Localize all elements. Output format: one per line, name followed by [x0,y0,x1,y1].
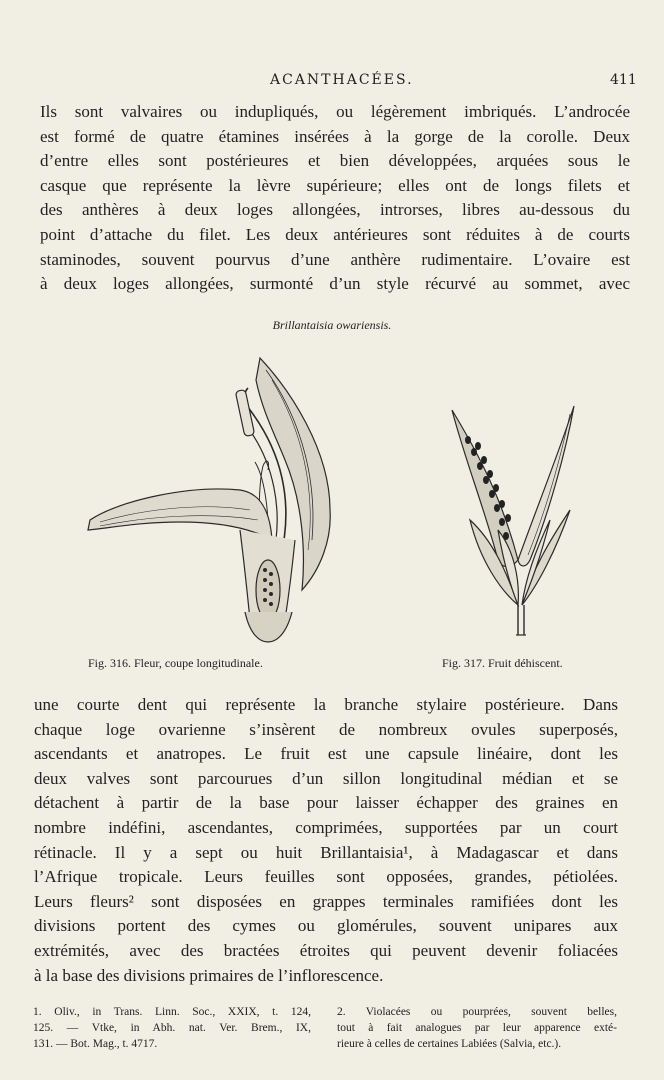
footnote-1 [33,1004,311,1052]
running-head-title: ACANTHACÉES. [270,72,414,88]
text-line: d’entre elles sont postérieures et bien développées, arquées sous le [40,151,630,171]
text-line: rétinacle. Il y a sept ou huit Brillantaisia¹, à Madagascar et dans [34,842,618,862]
text-line: des anthères à deux loges allongées, introrses, libres au-dessous du [40,200,630,220]
figure-caption-316: Fig. 316. Fleur, coupe longitudinale. [88,656,263,670]
footnote-line: 131. — Bot. Mag., t. 4717. [33,1038,158,1050]
footnote-line: 2. Violacées ou pourprées, souvent belles, [337,1006,617,1018]
text-line: chaque loge ovarienne s’insèrent de nombreux ovules superposés, [34,719,618,739]
text-line: une courte dent qui représente la branche stylaire postérieure. Dans [34,695,618,714]
plate-title: Brillantaisia owariensis. [272,318,392,332]
text-line: extrémités, avec des bractées étroites qui peuvent devenir foliacées [34,940,618,960]
text-line: l’Afrique tropicale. Leurs feuilles sont opposées, grandes, pétiolées. [34,867,618,887]
paragraph-1 [40,100,630,297]
text-line: point d’attache du filet. Les deux antérieures sont réduites à de courts [40,224,630,244]
text-line: ascendants et anatropes. Le fruit est une capsule linéaire, dont les [34,744,618,764]
fruit-illustration [440,400,590,650]
text-line: détachent à partir de la base pour laisser échapper des graines en [34,793,618,813]
footnote-line: 1. Oliv., in Trans. Linn. Soc., XXIX, t. 124, [33,1006,311,1018]
footnote-line: tout à fait analogues par leur apparence exté- [337,1022,617,1034]
text-line: est formé de quatre étamines insérées à la gorge de la corolle. Deux [40,126,630,146]
text-line: deux valves sont parcourues d’un sillon longitudinal médian et se [34,768,618,788]
text-line: staminodes, souvent pourvus d’une anthère rudimentaire. L’ovaire est [40,249,630,269]
page-number: 411 [610,72,637,88]
flower-section-illustration [80,350,350,650]
text-line: nombre indéfini, ascendantes, comprimées, supportées par un court [34,817,618,837]
footnote-line: rieure à celles de certaines Labiées (Salvia, etc.). [337,1038,562,1050]
text-line: à deux loges allongées, surmonté d’un style récurvé au sommet, avec [40,274,630,294]
footnote-2 [337,1004,617,1052]
running-head [0,72,664,94]
text-line: Ils sont valvaires ou indupliqués, ou légèrement imbriqués. L’androcée [40,102,630,121]
footnote-line: 125. — Vtke, in Abh. nat. Ver. Brem., IX, [33,1022,311,1034]
text-line: Leurs fleurs² sont disposées en grappes terminales ramifiées dont les [34,891,618,911]
text-line: casque que représente la lèvre supérieure; elles ont de longs filets et [40,175,630,195]
figure-caption-317: Fig. 317. Fruit déhiscent. [442,656,563,670]
text-line: divisions portent des cymes ou glomérules, souvent unipares aux [34,916,618,936]
text-line: à la base des divisions primaires de l’inflorescence. [34,965,384,985]
paragraph-2 [34,693,618,988]
